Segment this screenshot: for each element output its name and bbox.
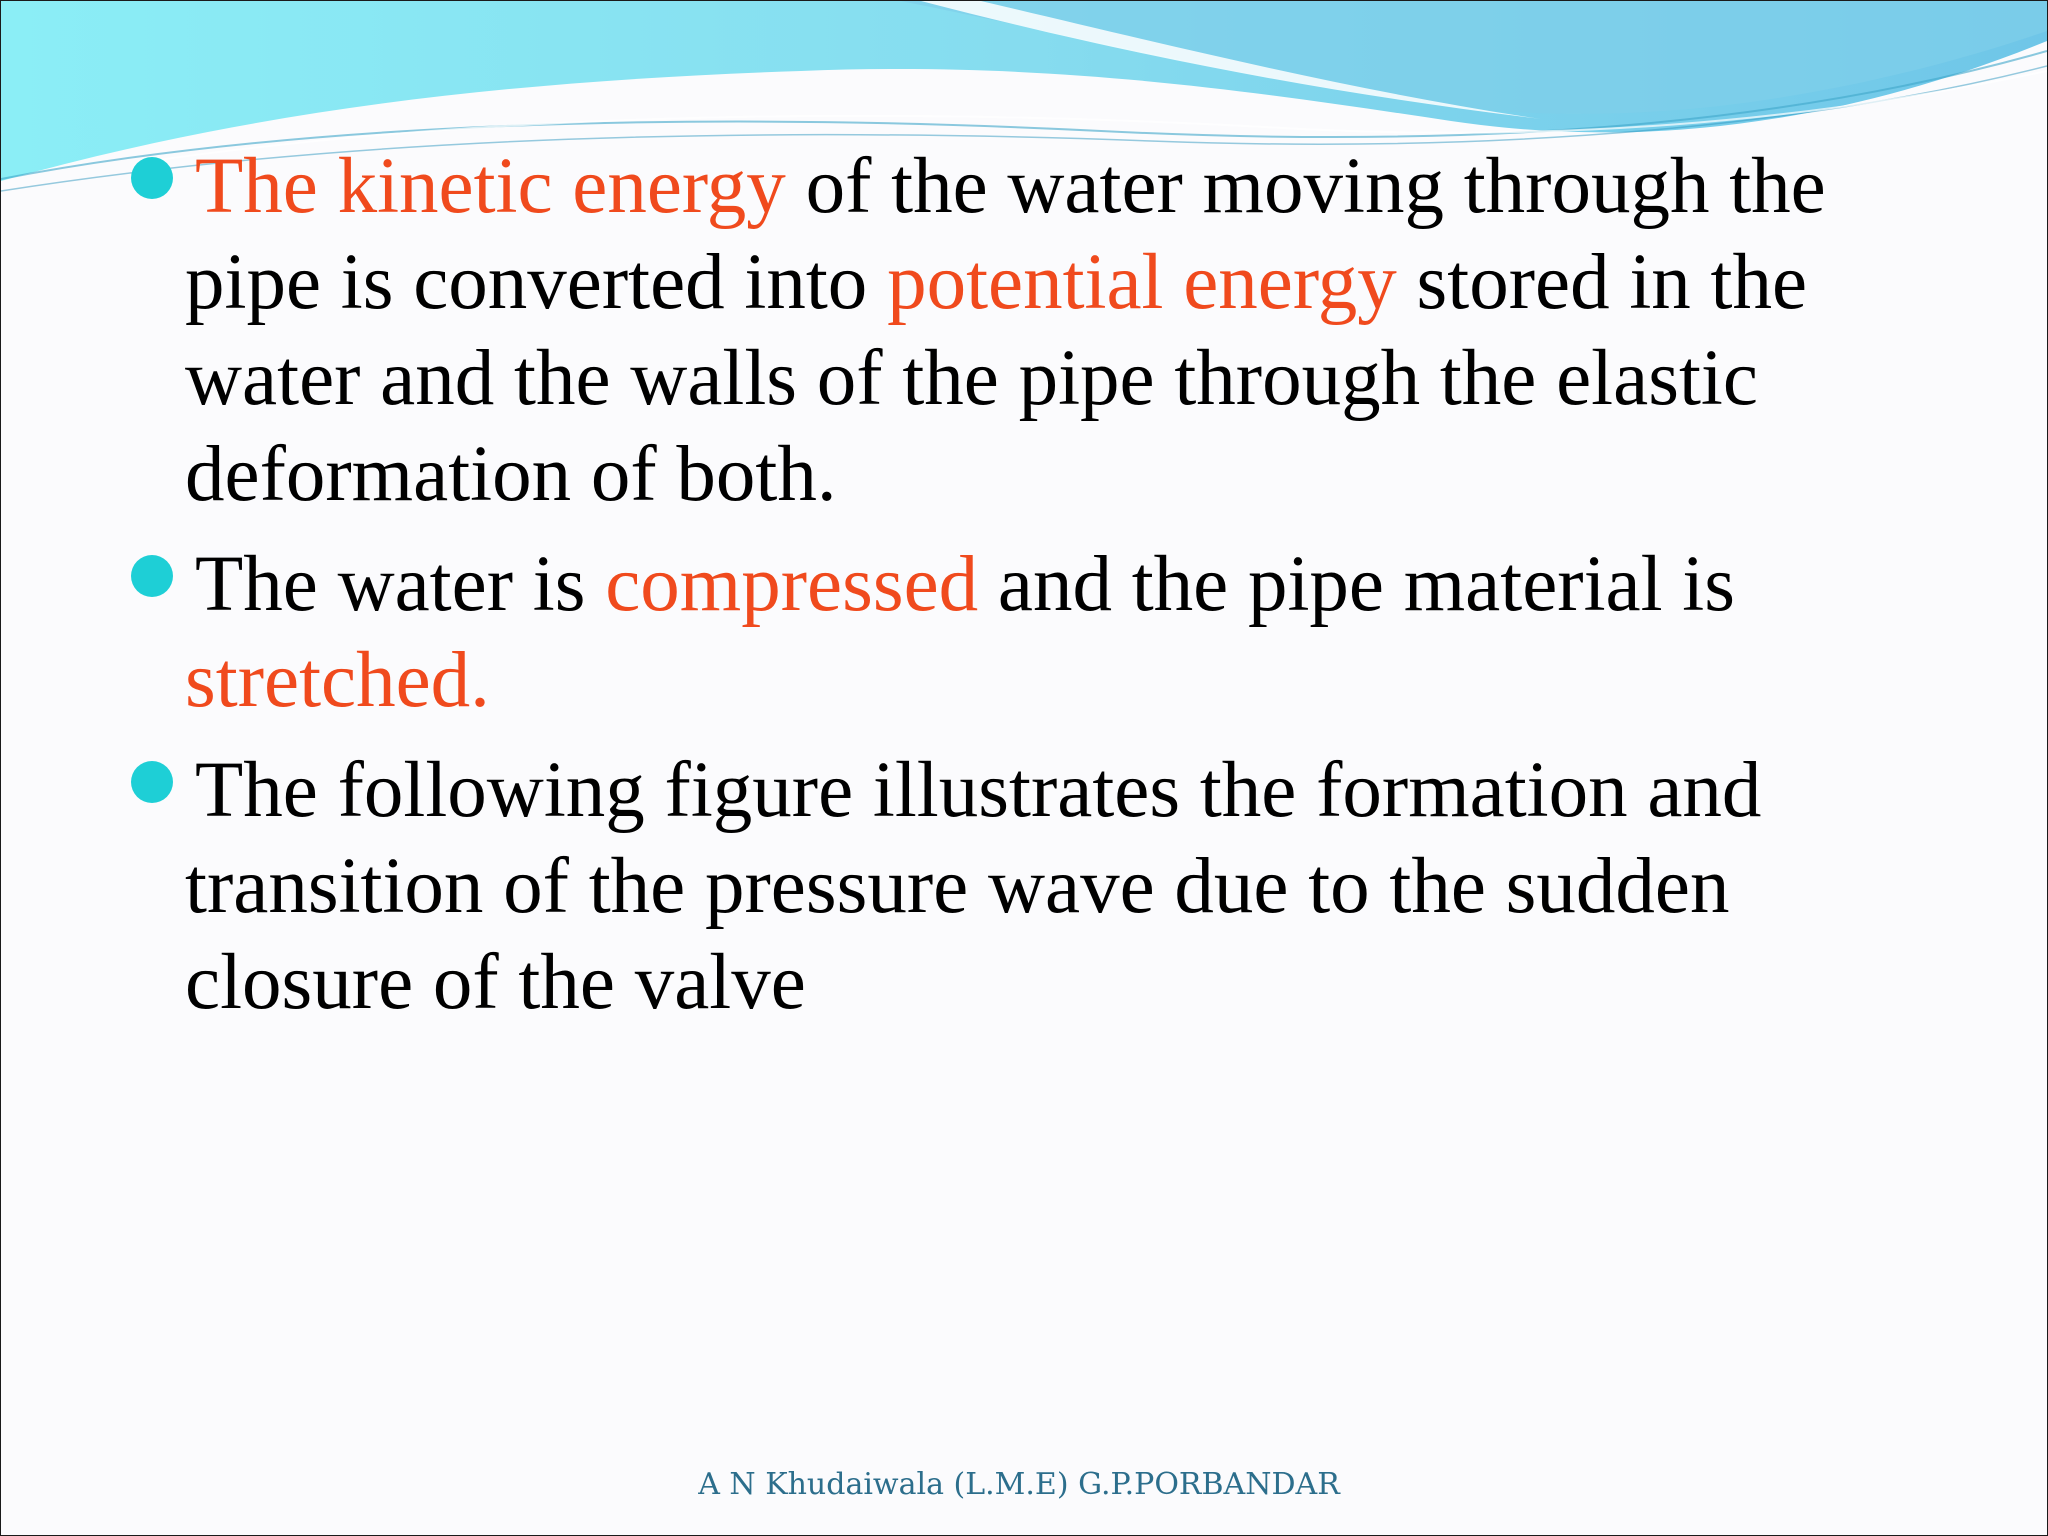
slide-body — [131, 139, 1931, 1045]
bullet-icon — [131, 761, 173, 803]
bullet-icon — [131, 157, 173, 199]
body-text: The following figure illustrates the formation and transition of the pressure wave due to the sudden closure of the valve — [185, 747, 1762, 1026]
bullet-item — [131, 537, 1931, 729]
highlight-text: The kinetic energy — [195, 143, 786, 230]
slide-footer — [1, 1467, 2047, 1502]
footer-text: A N Khudaiwala (L.M.E) G.P.PORBANDAR — [698, 1467, 1340, 1502]
highlight-text: stretched. — [185, 637, 490, 724]
bullet-icon — [131, 555, 173, 597]
body-text: The water is — [195, 541, 606, 628]
bullet-item — [131, 743, 1931, 1031]
highlight-text: compressed — [605, 541, 979, 628]
highlight-text: potential energy — [887, 239, 1397, 326]
body-text: of the water moving through the pipe is converted into — [185, 143, 1826, 326]
body-text: stored in the water and the walls of the pipe through the elastic deformation of both. — [185, 239, 1808, 518]
body-text: and the pipe material is — [978, 541, 1735, 628]
bullet-item — [131, 139, 1931, 523]
